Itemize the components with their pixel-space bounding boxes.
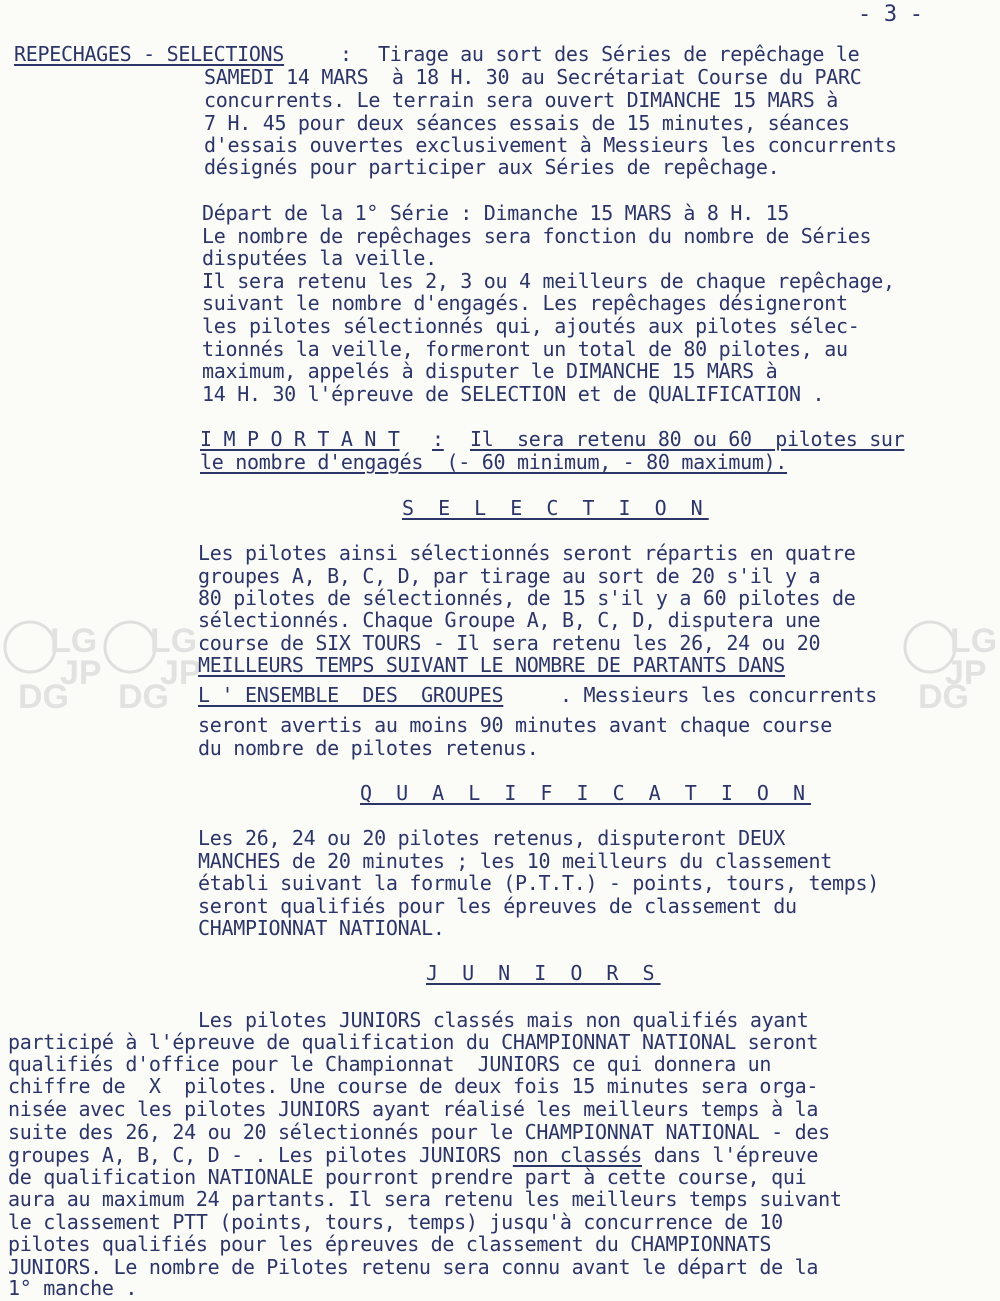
underlined-text: L ' ENSEMBLE DES GROUPES [198, 683, 504, 707]
important-text-line2: le nombre d'engagés (- 60 minimum, - 80 maximum). [200, 450, 788, 474]
svg-text:DG: DG [118, 678, 169, 712]
text-line: aura au maximum 24 partants. Il sera retenu les meilleurs temps suivant [8, 1187, 842, 1211]
text-line: nisée avec les pilotes JUNIORS ayant réalisé les meilleurs temps à la [8, 1097, 819, 1121]
text-line [8, 1144, 818, 1166]
heading-juniors: J U N I O R S [426, 961, 661, 985]
text-line: de qualification NATIONALE pourront prendre part à cette course, qui [8, 1165, 807, 1189]
text-segment: groupes A, B, C, D - . Les pilotes JUNIORS [8, 1143, 513, 1167]
svg-text:LG: LG [150, 622, 198, 660]
text-line: maximum, appelés à disputer le DIMANCHE 15 MARS à [202, 359, 778, 383]
svg-text:JP: JP [160, 654, 202, 692]
section-label-repechages: REPECHAGES - SELECTIONS [14, 42, 285, 66]
text-line: d'essais ouvertes exclusivement à Messieurs les concurrents [204, 133, 897, 157]
text-line: JUNIORS. Le nombre de Pilotes retenu sera connu avant le départ de la [8, 1255, 819, 1279]
text-line: suivant le nombre d'engagés. Les repêchages désigneront [202, 291, 848, 315]
svg-text:LG: LG [50, 622, 98, 660]
svg-text:DG: DG [18, 678, 69, 712]
text-line: Départ de la 1° Série : Dimanche 15 MARS à 8 H. 15 [202, 201, 790, 225]
text-line: CHAMPIONNAT NATIONAL. [198, 916, 445, 940]
underlined-text: MEILLEURS TEMPS SUIVANT LE NOMBRE DE PARTANTS DANS [198, 653, 786, 677]
text-line: désignés pour participer aux Séries de repêchage. [204, 155, 780, 179]
text-line: les pilotes sélectionnés qui, ajoutés aux pilotes sélec- [202, 314, 860, 338]
text-line: Il sera retenu les 2, 3 ou 4 meilleurs de chaque repêchage, [202, 269, 895, 293]
text-line: établi suivant la formule (P.T.T.) - points, tours, temps) [198, 871, 879, 895]
text-line: Tirage au sort des Séries de repêchage le [378, 42, 860, 66]
text-line: 80 pilotes de sélectionnés, de 15 s'il y a 60 pilotes de [198, 586, 856, 610]
text-line: le classement PTT (points, tours, temps) jusqu'à concurrence de 10 [8, 1210, 783, 1234]
svg-text:JP: JP [945, 654, 987, 692]
text-line: Le nombre de repêchages sera fonction du nombre de Séries [202, 224, 872, 248]
text-line: course de SIX TOURS - Il sera retenu les 26, 24 ou 20 [198, 631, 821, 655]
text-line: 14 H. 30 l'épreuve de SELECTION et de QUALIFICATION . [202, 382, 825, 406]
text-line: tionnés la veille, formeront un total de 80 pilotes, au [202, 337, 848, 361]
text-line: . Messieurs les concurrents [560, 683, 878, 707]
text-line: 7 H. 45 pour deux séances essais de 15 minutes, séances [204, 111, 850, 135]
text-line: Les pilotes ainsi sélectionnés seront répartis en quatre [198, 541, 856, 565]
text-line: groupes A, B, C, D, par tirage au sort de 20 s'il y a [198, 564, 821, 588]
underlined-text: non classés [512, 1143, 643, 1167]
text-line: Les pilotes JUNIORS classés mais non qualifiés ayant [198, 1008, 809, 1032]
text-line: 1° manche . [8, 1276, 138, 1300]
heading-qualification: Q U A L I F I C A T I O N [360, 781, 812, 805]
text-line: du nombre de pilotes retenus. [198, 736, 539, 760]
text-line: pilotes qualifiés pour les épreuves de classement du CHAMPIONNATS [8, 1232, 772, 1256]
text-line: participé à l'épreuve de qualification du CHAMPIONNAT NATIONAL seront [8, 1030, 819, 1054]
text-line: disputées la veille. [202, 246, 437, 270]
colon: : [340, 42, 352, 66]
text-segment: dans l'épreuve [642, 1143, 819, 1167]
text-line: MANCHES de 20 minutes ; les 10 meilleurs du classement [198, 849, 833, 873]
important-text: Il sera retenu 80 ou 60 pilotes sur [470, 427, 905, 451]
text-line: suite des 26, 24 ou 20 sélectionnés pour le CHAMPIONNAT NATIONAL - des [8, 1120, 830, 1144]
svg-text:LG: LG [950, 622, 998, 660]
text-line: SAMEDI 14 MARS à 18 H. 30 au Secrétariat Course du PARC [204, 65, 862, 89]
text-line: Les 26, 24 ou 20 pilotes retenus, disputeront DEUX [198, 826, 786, 850]
page-number: - 3 - [858, 2, 923, 27]
svg-text:DG: DG [918, 678, 969, 712]
text-line: sélectionnés. Chaque Groupe A, B, C, D, disputera une [198, 608, 821, 632]
svg-text:JP: JP [60, 654, 102, 692]
text-line: chiffre de X pilotes. Une course de deux fois 15 minutes sera orga- [8, 1074, 819, 1098]
text-line: seront avertis au moins 90 minutes avant chaque course [198, 713, 833, 737]
important-colon: : [432, 427, 444, 451]
important-label: I M P O R T A N T [200, 427, 400, 451]
text-line: seront qualifiés pour les épreuves de classement du [198, 894, 797, 918]
text-line: qualifiés d'office pour le Championnat JUNIORS ce qui donnera un [8, 1052, 772, 1076]
text-line: concurrents. Le terrain sera ouvert DIMANCHE 15 MARS à [204, 88, 839, 112]
heading-selection: S E L E C T I O N [402, 496, 709, 520]
